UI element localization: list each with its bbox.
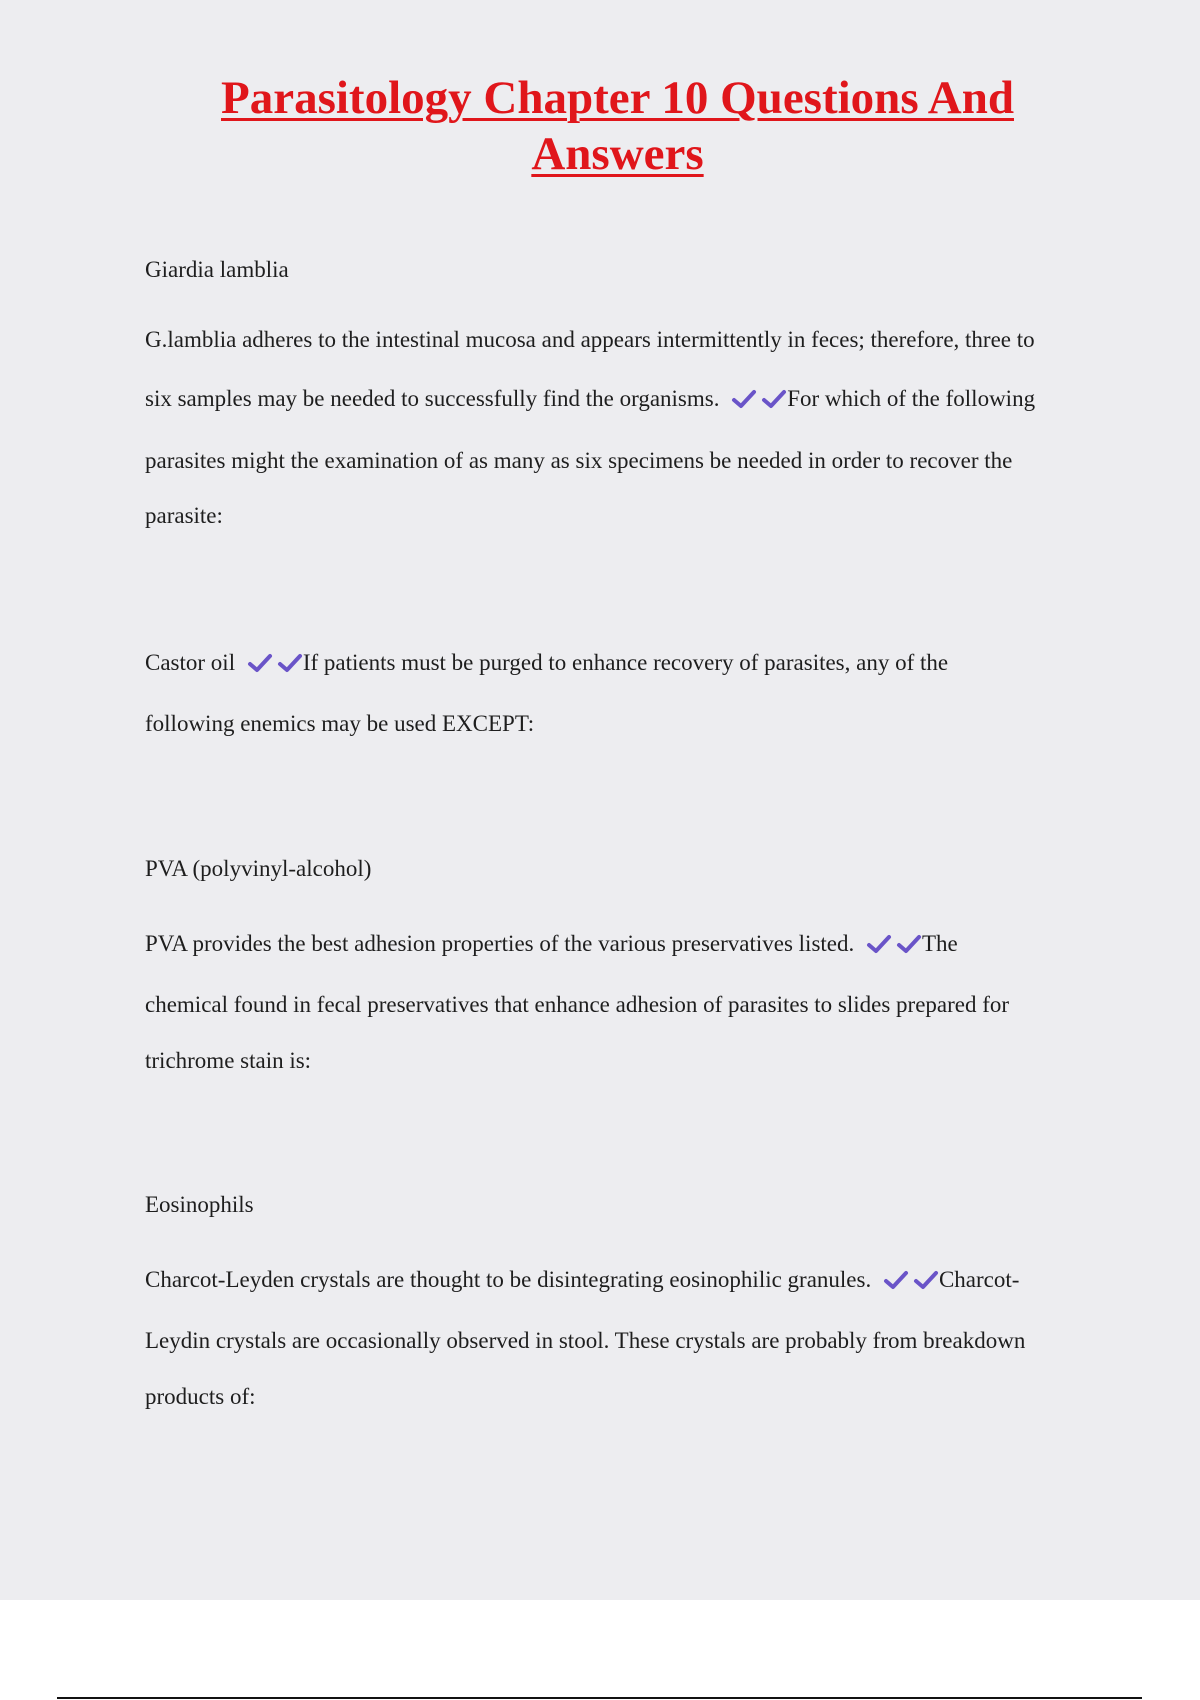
explanation-fragment: PVA provides the best adhesion properties of the various preservatives listed. xyxy=(145,931,855,956)
explanation-line: G.lamblia adheres to the intestinal mucosa and appears intermittently in feces; therefore, three to xyxy=(145,327,1035,352)
check-mark-icon xyxy=(913,1270,939,1290)
check-mark-icon xyxy=(731,389,757,409)
answer-question-line xyxy=(145,650,948,676)
question-line: parasites might the examination of as many as six specimens be needed in order to recover the xyxy=(145,448,1013,473)
question-line: Leydin crystals are occasionally observed in stool. These crystals are probably from breakdown xyxy=(145,1328,1026,1353)
question-line: following enemics may be used EXCEPT: xyxy=(145,711,535,736)
title-line-2: Answers xyxy=(531,128,704,180)
check-mark-icon xyxy=(761,389,787,409)
question-line: products of: xyxy=(145,1384,256,1409)
check-mark-icon xyxy=(247,653,273,673)
check-mark-icon xyxy=(866,934,892,954)
question-fragment: For which of the following xyxy=(787,386,1036,411)
question-fragment: If patients must be purged to enhance recovery of parasites, any of the xyxy=(302,650,949,675)
explanation-line xyxy=(145,386,1035,412)
question-line: chemical found in fecal preservatives that enhance adhesion of parasites to slides prepared for xyxy=(145,992,1010,1017)
question-line: parasite: xyxy=(145,503,223,528)
answer-text: Castor oil xyxy=(145,650,236,675)
answer-text: Giardia lamblia xyxy=(145,257,289,282)
answer-text: Eosinophils xyxy=(145,1192,254,1217)
check-mark-icon xyxy=(883,1270,909,1290)
explanation-line xyxy=(145,1267,1019,1293)
question-fragment: The xyxy=(922,931,958,956)
check-mark-icon xyxy=(896,934,922,954)
question-fragment: Charcot- xyxy=(938,1267,1020,1292)
check-mark-icon xyxy=(277,653,303,673)
explanation-fragment: Charcot-Leyden crystals are thought to be disintegrating eosinophilic granules. xyxy=(145,1267,872,1292)
document-title xyxy=(100,70,1135,182)
question-line: trichrome stain is: xyxy=(145,1048,312,1073)
title-line-1: Parasitology Chapter 10 Questions And xyxy=(221,72,1014,124)
answer-text: PVA (polyvinyl-alcohol) xyxy=(145,856,372,881)
explanation-line xyxy=(145,931,958,957)
footer-divider xyxy=(57,1697,1142,1699)
explanation-fragment: six samples may be needed to successfully find the organisms. xyxy=(145,386,720,411)
